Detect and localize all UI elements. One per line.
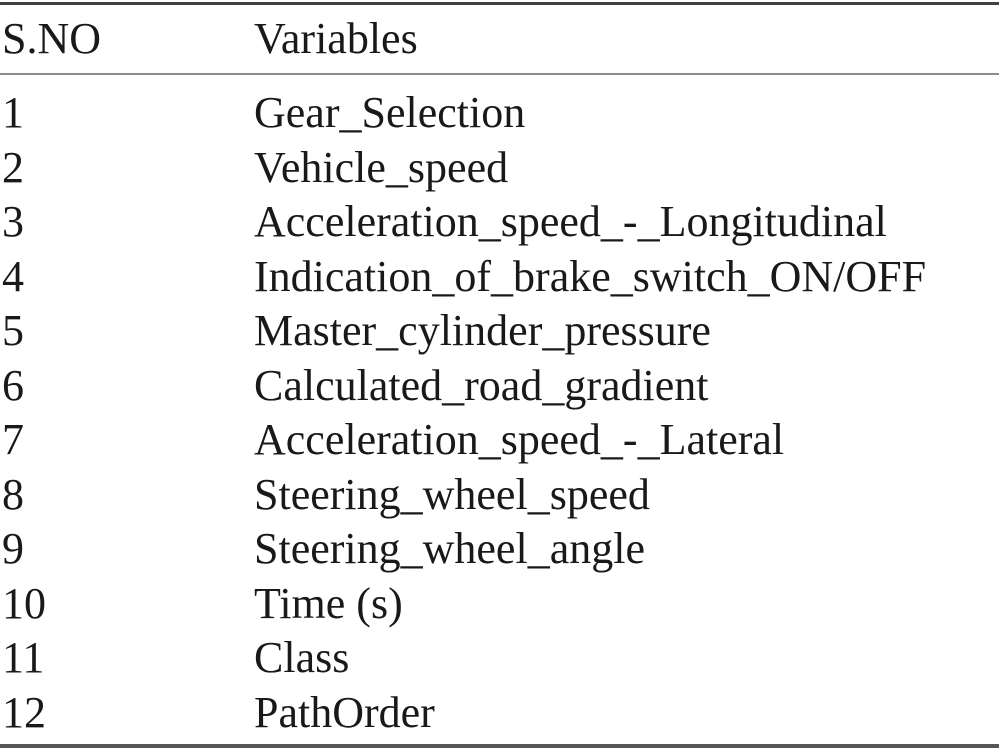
sno-cell: 9 (2, 524, 24, 574)
header-sno: S.NO (2, 14, 102, 63)
table-row (0, 86, 999, 141)
variable-cell: Acceleration_speed_-_Lateral (254, 415, 785, 465)
sno-cell: 6 (2, 360, 24, 410)
table-row (0, 686, 999, 741)
variable-cell: Class (254, 633, 350, 683)
sno-cell: 2 (2, 142, 24, 192)
sno-cell: 11 (2, 633, 45, 683)
table-row (0, 577, 999, 632)
table-row (0, 522, 999, 577)
table-body (0, 75, 999, 748)
sno-cell: 10 (2, 578, 46, 628)
table-row (0, 250, 999, 305)
variable-cell: PathOrder (254, 687, 435, 737)
sno-cell: 7 (2, 415, 24, 465)
sno-cell: 8 (2, 469, 24, 519)
sno-cell: 1 (2, 88, 24, 138)
table-row (0, 304, 999, 359)
table-row (0, 631, 999, 686)
variable-cell: Acceleration_speed_-_Longitudinal (254, 197, 887, 247)
table-header-row (0, 2, 999, 75)
variable-cell: Gear_Selection (254, 88, 526, 138)
variable-cell: Steering_wheel_speed (254, 469, 650, 519)
sno-cell: 3 (2, 197, 24, 247)
variable-cell: Indication_of_brake_switch_ON/OFF (254, 251, 927, 301)
table-row (0, 468, 999, 523)
sno-cell: 12 (2, 687, 46, 737)
table-row (0, 359, 999, 414)
variable-cell: Steering_wheel_angle (254, 524, 645, 574)
variable-cell: Time (s) (254, 578, 403, 628)
table-row (0, 413, 999, 468)
variable-cell: Master_cylinder_pressure (254, 306, 711, 356)
table-row (0, 195, 999, 250)
sno-cell: 5 (2, 306, 24, 356)
header-variables: Variables (254, 14, 418, 63)
sno-cell: 4 (2, 251, 24, 301)
variable-cell: Calculated_road_gradient (254, 360, 709, 410)
table-row (0, 141, 999, 196)
variable-cell: Vehicle_speed (254, 142, 509, 192)
